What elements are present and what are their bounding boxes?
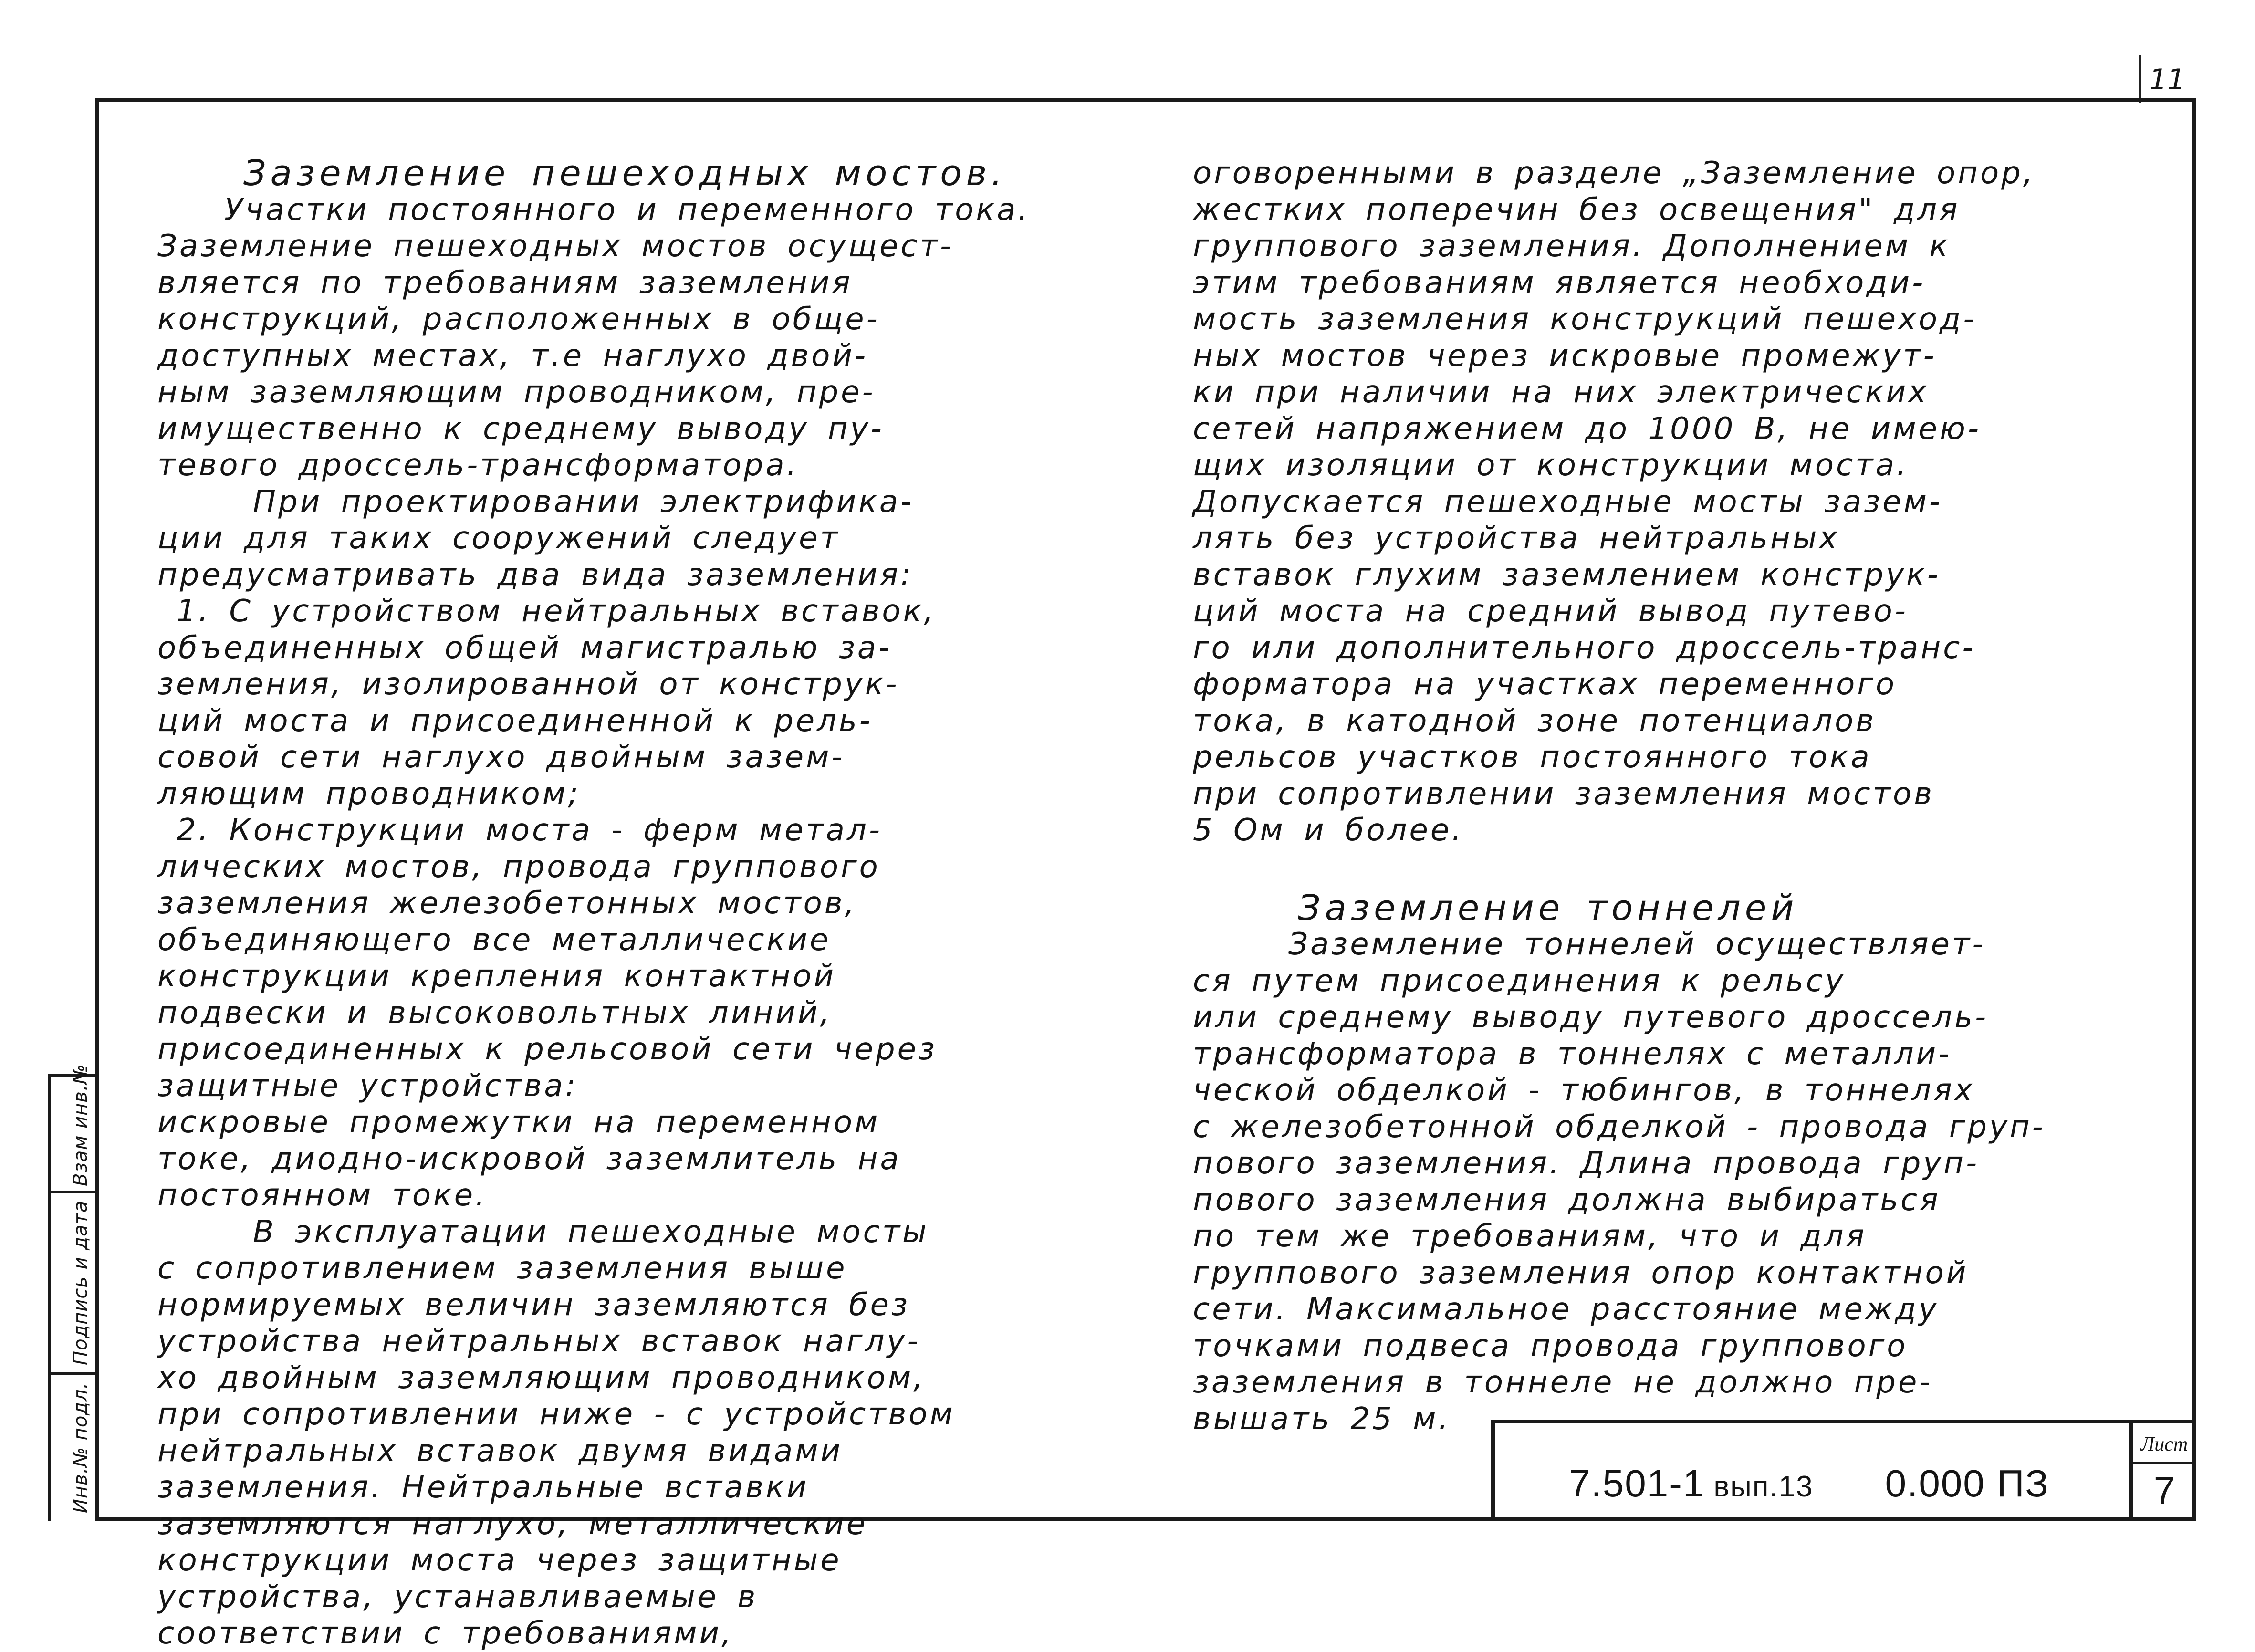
text-line: Заземление тоннелей осуществляет- [1288, 927, 1986, 962]
text-line: конструкции моста через защитные [157, 1543, 842, 1578]
text-line: хо двойным заземляющим проводником, [157, 1360, 926, 1396]
text-line: Допускается пешеходные мосты зазем- [1193, 484, 1942, 520]
text-line: ляющим проводником; [157, 776, 581, 812]
text-line: ки при наличии на них электрических [1193, 375, 1929, 410]
text-line: заземляются наглухо, металлические [157, 1506, 868, 1542]
sheet-value: 7 [2153, 1469, 2175, 1512]
text-line: соответствии с требованиями, [157, 1616, 734, 1651]
side-label-signature: Подпись и дата [70, 1200, 92, 1365]
text-line: при сопротивлении заземления мостов [1193, 776, 1934, 812]
text-line: вляется по требованиям заземления [157, 265, 853, 301]
text-line: объединяющего все металлические [157, 922, 831, 958]
text-line: конструкций, расположенных в обще- [157, 302, 880, 337]
doc-number: 7.501-1 [1569, 1462, 1705, 1505]
text-line: ций моста на средний вывод путево- [1193, 594, 1908, 629]
document-code [1569, 1462, 2049, 1506]
text-line: 2. Конструкции моста - ферм метал- [177, 813, 882, 848]
left-column [157, 155, 1030, 1652]
right-column [1193, 155, 2046, 1437]
text-line: щих изоляции от конструкции моста. [1193, 448, 1909, 483]
text-line: заземления. Нейтральные вставки [157, 1470, 809, 1505]
text-line: доступных местах, т.е наглухо двой- [157, 338, 868, 374]
text-line: совой сети наглухо двойным зазем- [157, 740, 845, 775]
text-line: Участки постоянного и переменного тока. [224, 192, 1030, 228]
text-line: нейтральных вставок двумя видами [157, 1433, 843, 1469]
title-block [1491, 1420, 2196, 1521]
text-line: токе, диодно-искровой заземлитель на [157, 1141, 901, 1177]
text-line: 1. С устройством нейтральных вставок, [177, 594, 936, 629]
text-line: заземления в тоннеле не должно пре- [1193, 1365, 1933, 1400]
text-line: сетей напряжением до 1000 В, не имею- [1193, 411, 1981, 447]
sheet-cell [2129, 1423, 2196, 1521]
side-stamp-strip [48, 1064, 95, 1521]
text-line: устройства, устанавливаемые в [157, 1579, 758, 1615]
text-line: этим требованиям является необходи- [1193, 265, 1926, 301]
side-cell-inventory [51, 1375, 95, 1521]
text-line: ции для таких сооружений следует [157, 521, 840, 556]
text-line: рельсов участков постоянного тока [1193, 740, 1872, 775]
corner-sheet-number: 11 [2149, 63, 2186, 96]
text-line: имущественно к среднему выводу пу- [157, 411, 884, 447]
text-line: оговоренными в разделе „Заземление опор, [1193, 156, 2036, 191]
text-line: лять без устройства нейтральных [1193, 521, 1840, 556]
text-line: точками подвеса провода группового [1193, 1328, 1908, 1364]
text-line: с железобетонной обделкой - провода груп- [1193, 1109, 2046, 1145]
text-line: объединенных общей магистралью за- [157, 630, 892, 666]
text-line: форматора на участках переменного [1193, 667, 1897, 702]
text-line: нормируемых величин заземляются без [157, 1287, 910, 1323]
left-heading: Заземление пешеходных мостов. [243, 153, 1007, 194]
text-line: при сопротивлении ниже - с устройством [157, 1397, 955, 1432]
text-line: земления, изолированной от конструк- [157, 667, 899, 702]
text-line: искровые промежутки на переменном [157, 1105, 880, 1140]
text-line: конструкции крепления контактной [157, 959, 836, 994]
text-line: присоединенных к рельсовой сети через [157, 1032, 938, 1067]
text-line: группового заземления опор контактной [1193, 1255, 1969, 1291]
text-line: предусматривать два вида заземления: [157, 557, 913, 593]
text-line: вставок глухим заземлением конструк- [1193, 557, 1941, 593]
sheet-divider [2133, 1462, 2196, 1464]
side-label-inventory: Инв.№ подл. [70, 1382, 92, 1513]
text-line: подвески и высоковольтных линий, [157, 995, 832, 1031]
text-line: по тем же требованиям, что и для [1193, 1219, 1867, 1254]
text-line: тевого дроссель-трансформатора. [157, 448, 799, 483]
text-line: При проектировании электрифика- [253, 484, 914, 520]
text-line: заземления железобетонных мостов, [157, 886, 857, 921]
text-line: трансформатора в тоннелях с металли- [1193, 1036, 1952, 1072]
text-line: мость заземления конструкций пешеход- [1193, 302, 1977, 337]
text-line: лических мостов, провода группового [157, 849, 880, 885]
text-line: пового заземления должна выбираться [1193, 1182, 1941, 1218]
text-line: ным заземляющим проводником, пре- [157, 375, 876, 410]
text-line: группового заземления. Дополнением к [1193, 229, 1951, 264]
sheet-label: Лист [2140, 1433, 2188, 1455]
text-line: защитные устройства: [157, 1068, 578, 1104]
text-line: жестких поперечин без освещения" для [1193, 192, 1960, 228]
text-line: В эксплуатации пешеходные мосты [253, 1214, 929, 1250]
text-line: сети. Максимальное расстояние между [1193, 1292, 1939, 1327]
side-label-replacement: Взам инв.№ [70, 1064, 92, 1186]
doc-code: 0.000 ПЗ [1885, 1462, 2049, 1505]
text-line: ся путем присоединения к рельсу [1193, 963, 1846, 999]
text-line: ций моста и присоединенной к рель- [157, 703, 873, 739]
text-line: вышать 25 м. [1193, 1401, 1451, 1437]
text-line: ческой обделкой - тюбингов, в тоннелях [1193, 1073, 1975, 1108]
text-line: Заземление пешеходных мостов осущест- [157, 229, 953, 264]
text-line: или среднему выводу путевого дроссель- [1193, 1000, 1989, 1035]
text-line: устройства нейтральных вставок наглу- [157, 1324, 921, 1359]
text-line: ных мостов через искровые промежут- [1193, 338, 1937, 374]
text-line: 5 Ом и более. [1193, 813, 1464, 848]
side-cell-signature [51, 1193, 95, 1375]
text-line: пового заземления. Длина провода груп- [1193, 1146, 1980, 1181]
doc-issue: вып.13 [1713, 1470, 1814, 1503]
side-cell-replacement [51, 1064, 95, 1193]
right-heading: Заземление тоннелей [1298, 887, 1798, 929]
text-line: с сопротивлением заземления выше [157, 1251, 847, 1286]
text-line: постоянном токе. [157, 1178, 488, 1213]
text-line: го или дополнительного дроссель-транс- [1193, 630, 1976, 666]
text-line: тока, в катодной зоне потенциалов [1193, 703, 1876, 739]
